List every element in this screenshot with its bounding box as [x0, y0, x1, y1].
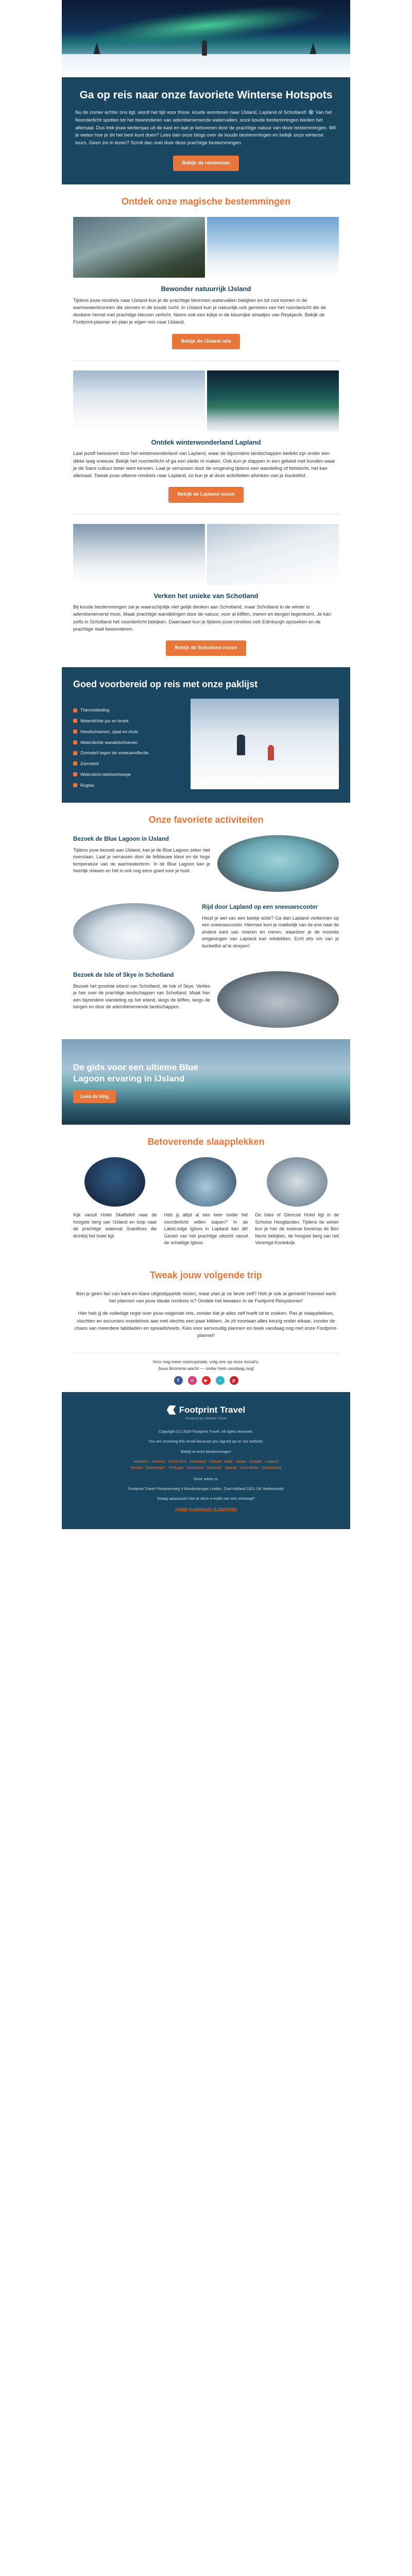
activity-text: Houd je wel van een beetje actie? Ga dan Lapland verkennen op een sneeuwscooter. Hiermee kom je makkelijk van de ene naar de andere kant van rivieren en meren, waardoor je de mooiste omgevingen van Lapland kan ontdekken. Echt iets om van je bucketlist af te strepen! — [202, 915, 339, 948]
sleep-text: De Isles of Glencoe Hotel ligt in de Schotse Hooglanden. Tijdens de winter kun je hier de sneeuw bovenop de Ben Nevis bekijken, de hoogste berg van het Verenigd Koninkrijk. — [255, 1212, 339, 1246]
manage-text: Graag aanpassen hoe je deze e-mails van ons ontvangt? — [157, 1496, 255, 1501]
trip-block — [62, 1291, 350, 1353]
social-text: Jouw ibromma wacht — onder hem vandaag nog! — [158, 1366, 254, 1371]
activity-text: Bezoek het grootste eiland van Schotland, de Isle of Skye. Verlies je hier over de prachtige landschappen van Schotland. Maak hier een bijzondere wandeling op het eiland, langs de kliffen, langs de bergen en door de adembenemende landschappen. — [73, 983, 210, 1010]
copyright: Copyright (C) 2024 Footprint Travel. All rights reserved. — [159, 1429, 253, 1434]
destination-heading: Bewonder natuurrijk IJsland — [161, 285, 251, 293]
sleeping-title: Betoverende slaapplekken — [147, 1137, 265, 1147]
blog-title: De gids voor een ultieme Blue Lagoon ervaring in IJsland — [73, 1062, 198, 1083]
packing-list — [62, 667, 350, 803]
sled-dogs-photo — [73, 370, 205, 431]
footer-link[interactable]: Italië — [224, 1459, 233, 1464]
reason-text: You are receiving this email because you signed up on our website. — [148, 1439, 264, 1444]
list-item: Rugtas — [73, 780, 186, 791]
activity-heading: Bezoek de Blue Lagoon in IJsland — [73, 836, 169, 843]
northern-lights-photo — [207, 370, 339, 431]
social-text: Voor nog meer reisinspiratie, volg ons op onze social's. — [152, 1359, 260, 1365]
traveller-photo — [207, 217, 339, 278]
person-graphic — [202, 40, 207, 56]
sleep-place — [164, 1157, 248, 1247]
footer-link[interactable]: Duitsland — [190, 1459, 206, 1464]
footer-link[interactable]: Arizona — [151, 1459, 165, 1464]
packing-title: Goed voorbereid op reis met onze paklijst — [73, 679, 258, 690]
destination-text: Bij koude bestemmingen zal je waarschijnlijk niet gelijk denken aan Schotland, maar Schotland in de winter is adembenemend mooi. Maak prachtige wandelingen door de natuur, voor al kliffen, meren en bergen tegenkomt. Je kan zelfs in Schotland het noorderlicht bekijken. Daarnaast kun je tijdens jouw rondreis ook Edinburgh opzoeken en de prachtige stad bewonderen. — [73, 604, 331, 632]
trip-title: Tweak jouw volgende trip — [150, 1269, 262, 1280]
hotel-photo — [84, 1157, 145, 1207]
youtube-icon[interactable]: ▶ — [202, 1376, 211, 1385]
lapland-button[interactable]: Bekijk de Lapland reizen — [168, 487, 244, 502]
hotel-photo — [267, 1157, 328, 1207]
address-text: Footprint Travel Pompoenweg 9 Roodenburger Leiden, Zuid-Holland 2321 DK Netherlands — [128, 1486, 284, 1492]
footer-link[interactable]: Mexico — [130, 1465, 143, 1470]
brand-logo: Footprint Travel — [77, 1403, 335, 1417]
update-preferences-link[interactable]: Update je voorkeuren — [175, 1506, 212, 1511]
sleep-place — [73, 1157, 157, 1247]
activities-title: Onze favoriete activiteiten — [148, 815, 264, 825]
isle-of-skye-photo — [217, 971, 339, 1028]
list-item: Waterdichte wandelschoenen — [73, 737, 186, 748]
footer-link[interactable]: Japan — [235, 1459, 247, 1464]
blog-banner — [62, 1039, 350, 1125]
sleep-place — [255, 1157, 339, 1247]
sleep-text: Heb jij altijd al een keer onder het noorderlicht willen slapen? In de LakeLodge Igloos in Lapland kan dit! Geniet van het prachtige uitzicht vanuit de schattige Igloos. — [164, 1212, 248, 1246]
intro-text: Nu de zomer achter ons ligt, wordt het tijd voor frisse, koude avonturen naar IJsland, Lapland of Schotland! ❄️ Van het Noorderlicht spotten tot het bewonderen van adembenemende watervallen, onze koude bestemmingen bieden het allemaal. Dus trek jouw wintersjas uit de kast en laat je betoveren door de prachtige natuur van deze bestemmingen. Wil je weten hoe je dit het best kunt doen? Lees dan onze blogs over de koude bestemmingen en bekijk onze winterse tours. Geen zin in lezen? Scroll dan snel door deze prachtige bestemmingen. — [75, 110, 336, 146]
list-item: Zonnebril — [73, 758, 186, 769]
facebook-icon[interactable]: f — [174, 1376, 183, 1385]
newsletter — [62, 0, 350, 1529]
hero-title: Ga op reis naar onze favoriete Winterse Hotspots — [79, 89, 333, 101]
snow-graphic — [62, 54, 350, 77]
activity-blue-lagoon — [62, 835, 350, 903]
activity-heading: Rijd door Lapland op een sneeuwscooter — [202, 904, 318, 911]
scotland-button[interactable]: Bekijk de Schotland reizen — [166, 640, 246, 656]
trip-text: Hier heb jij de volledige regie over jouw volgende reis, zonder dat je alles zelf hoeft uit te zoeken. Pas je slaapplekken, vluchten en excursies moeiteloos aan met slechts een paar klikken. Je zit voortaan alles keurig onder elkaar, zonder de chaos van meerdere tabbladen en spreadsheets. Kies voor eenvoudig plannen en boek vandaag nog met onze Footprint-planner! — [74, 1311, 338, 1339]
list-item: Waterdichte jas en broek — [73, 716, 186, 726]
hikers-photo — [207, 524, 339, 585]
footer-link[interactable]: Kroatië — [249, 1459, 262, 1464]
read-blog-button[interactable]: Lees de blog — [73, 1090, 116, 1104]
check-icon — [73, 761, 77, 766]
packing-items — [73, 699, 186, 789]
destination-iceland — [62, 217, 350, 361]
list-item: Waterdicht telefoonhoesje — [73, 769, 186, 780]
footer-link[interactable]: Costa Rica — [167, 1459, 187, 1464]
pinterest-icon[interactable]: p — [230, 1376, 238, 1385]
activity-text: Tijdens jouw bezoek aan IJsland, kan je de Blue Lagoon zeker niet overslaan. Laat je verrassen door de felblauwe kleur en de hoge temperatuur van de warmwaterbron. In de Blue Lagoon kan je heerlijk relaxen en het is ook nog eens goed voor je huid. — [73, 847, 210, 874]
footer-link[interactable]: Artikelen — [133, 1459, 149, 1464]
snowy-valley-photo — [73, 524, 205, 585]
footer — [62, 1392, 350, 1529]
sleeping-places — [62, 1157, 350, 1258]
footer-link[interactable]: Spanje — [225, 1465, 237, 1470]
logo-icon — [167, 1405, 176, 1415]
activity-skye — [62, 971, 350, 1039]
iceland-button[interactable]: Bekijk de IJsland reis — [172, 334, 241, 349]
footer-link[interactable]: Slovenië — [207, 1465, 222, 1470]
check-icon — [73, 730, 77, 734]
footer-link[interactable]: Schotland — [186, 1465, 204, 1470]
trip-text: Ben je geen fan van kant-en-klare uitgestippelde reizen, maar plan je ze liever zelf? Heb je ook al gemerkt hoeveel werk het plannen van jouw ideale rondreis is? Ontdek het tweaken in de Footprint Reisplanner! — [76, 1291, 336, 1304]
igloo-photo — [176, 1157, 236, 1207]
destination-text: Tijdens jouw rondreis naar IJsland kun je de prachtige bevroren watervallen bekijken en tot rust komen in de warmwaterbronnen die stomen in de koude lucht. In IJsland kun je natuurlijk ook genieten van het noorderlicht die de donkere hemel met prachtige kleuren verlicht. Neem ook een kijkje in de kleurrijke straatjes van Reykjavík. Bekijk de Footprint-planner en plan je eigen reis naar IJsland. — [73, 297, 327, 326]
links-label: Bekijk al onze bestemmingen — [181, 1449, 231, 1454]
footer-link[interactable]: Zwitserland — [262, 1465, 282, 1470]
powered-by: Powered by Ultimate Travel — [185, 1417, 227, 1421]
divider — [73, 514, 339, 515]
destination-links — [77, 1459, 335, 1471]
footer-link[interactable]: Noorwegen — [146, 1465, 166, 1470]
social-section — [73, 1353, 339, 1392]
check-icon — [73, 772, 77, 776]
hikers-snow-photo — [191, 699, 339, 789]
destinations-title: Ontdek onze magische bestemmingen — [121, 196, 291, 207]
check-icon — [73, 783, 77, 787]
footer-link[interactable]: IJsland — [209, 1459, 221, 1464]
tiktok-icon[interactable]: ♪ — [216, 1376, 225, 1385]
list-item: Thermokleding — [73, 705, 186, 716]
instagram-icon[interactable]: ◎ — [188, 1376, 197, 1385]
footer-link[interactable]: Zuid-Afrika — [239, 1465, 259, 1470]
check-icon — [73, 740, 77, 744]
destination-scotland — [62, 524, 350, 668]
check-icon — [73, 708, 77, 713]
destination-heading: Ontdek winterwonderland Lapland — [151, 438, 261, 446]
activity-heading: Bezoek de Isle of Skye in Schotland — [73, 972, 174, 979]
intro-block — [62, 77, 350, 184]
destination-lapland — [62, 370, 350, 514]
check-icon — [73, 751, 77, 755]
unsubscribe-link[interactable]: of uitschrijven — [213, 1506, 237, 1511]
snowmobile-photo — [73, 903, 195, 960]
activity-snowmobile — [62, 903, 350, 971]
destination-heading: Verken het unieke van Schotland — [153, 591, 259, 600]
list-item: Zonnebril tegen de sneeuwreflectie — [73, 748, 186, 758]
destination-text: Laat jezelf betoveren door het winterwonderland van Lapland, waar de bijzondere landschappen bedekt zijn onder een dikke laag sneeuw. Bekijk het noorderlicht of ga een slede rit maken. Ook kun je stappen in een gebied met honden waar je de Sami cultuur beter leert kennen. Laat je verrassen door de omgeving tijdens een wandeling of fietstocht, het kan allemaal. Tweak jouw ultieme rondreis naar Lapland, zo kun je al deze activiteiten afvinken van je bucketlist. — [73, 451, 335, 479]
list-item: Handschoenen, sjaal en muts — [73, 726, 186, 737]
footer-link[interactable]: Portugal — [168, 1465, 183, 1470]
view-tours-button[interactable]: Bekijk de rondreizen — [173, 156, 239, 171]
sleep-text: Kijk vanuit Hotel Skaftafell naar de hoogste berg van IJsland en loop naar de prachtige waterval Svartifoss die dichtbij het hotel ligt. — [73, 1212, 157, 1239]
footer-link[interactable]: Lapland — [265, 1459, 279, 1464]
address-label: Onze adres is: — [193, 1476, 219, 1481]
hero-image — [62, 0, 350, 77]
blue-lagoon-photo — [217, 835, 339, 892]
waterfall-photo — [73, 217, 205, 278]
check-icon — [73, 719, 77, 723]
